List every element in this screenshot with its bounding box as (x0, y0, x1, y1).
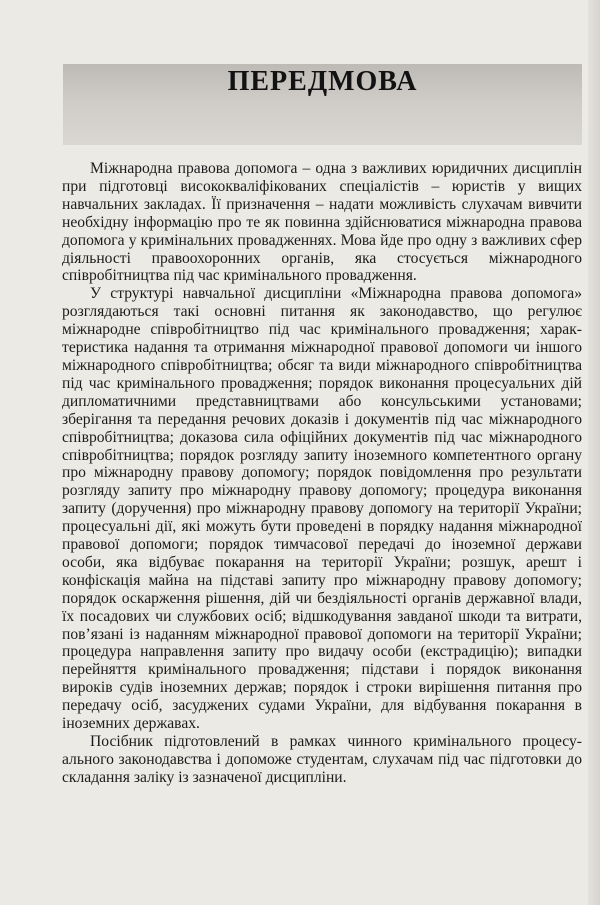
paragraph-purpose: Посібник підготовлений в рамках чинного кримінального процесуального законодавства і допоможе студентам, слухачам під час підготовки до складання заліку із зазначеної дисципліни. (62, 733, 582, 786)
paragraph-structure: У структурі навчальної дисципліни «Міжнародна правова допомога» розглядаються такі основні питання як законодавство, що регулює міжнародне співробітництво під час кримінального провадження; характеристика надання та отримання міжнародної правової допомоги чи іншого міжнародного співробітництва; обсяг та види міжнародного співробітництва під час кримінального провадження; порядок виконання процесуальних дій дипломатичними представництвами або консульськими установами; зберігання та передання речових доказів і документів під час міжнародного співробітництва; доказова сила офіційних документів під час міжнародного співробітництва; порядок розгляду запиту іноземного компетентного органу про міжнародну правову допомогу; порядок повідомлення про результати розгляду запиту про міжнародну правову допомогу; процедура виконання запиту (доручення) про міжнародну правову допомогу на території України; процесуальні дії, які можуть бути проведені в порядку надання міжнародної правової допомоги; порядок тимчасової передачі до іноземної держави особи, яка відбуває покарання на території України; розшук, арешт і конфіскація майна на підставі запиту про міжнародну правову допомогу; порядок оскарження рішення, дій чи бездіяльності органів державної влади, їх посадових чи службових осіб; відшкодування завданої шкоди та витрати, пов’язані із наданням міжнародної правової допомоги на території України; процедура направлення запиту про видачу особи (екстрадицію); випадки перейняття кримінального провадження; підстави і порядок виконання вироків судів іноземних держав; порядок і строки вирішення питання про передачу осіб, засуджених судами України, для відбування покарання в іноземних державах. (62, 285, 582, 733)
paragraph-intro: Міжнародна правова допомога – одна з важливих юридичних дисциплін при підготовці висококваліфікованих спеціалістів – юристів у вищих навчальних закладах. Її призначення – надати можливість слухачам вивчити необхідну інформацію про те як повинна здійснюватися міжнародна правова допомога у кримінальних провадженнях. Мова йде про одну з важливих сфер діяльності правоохоронних органів, яка стосується міжнародного співробітництва під час кримінального провадження. (62, 160, 582, 285)
body-text (62, 160, 582, 787)
page-title: ПЕРЕДМОВА (227, 66, 418, 97)
page-edge-shadow (588, 0, 600, 905)
